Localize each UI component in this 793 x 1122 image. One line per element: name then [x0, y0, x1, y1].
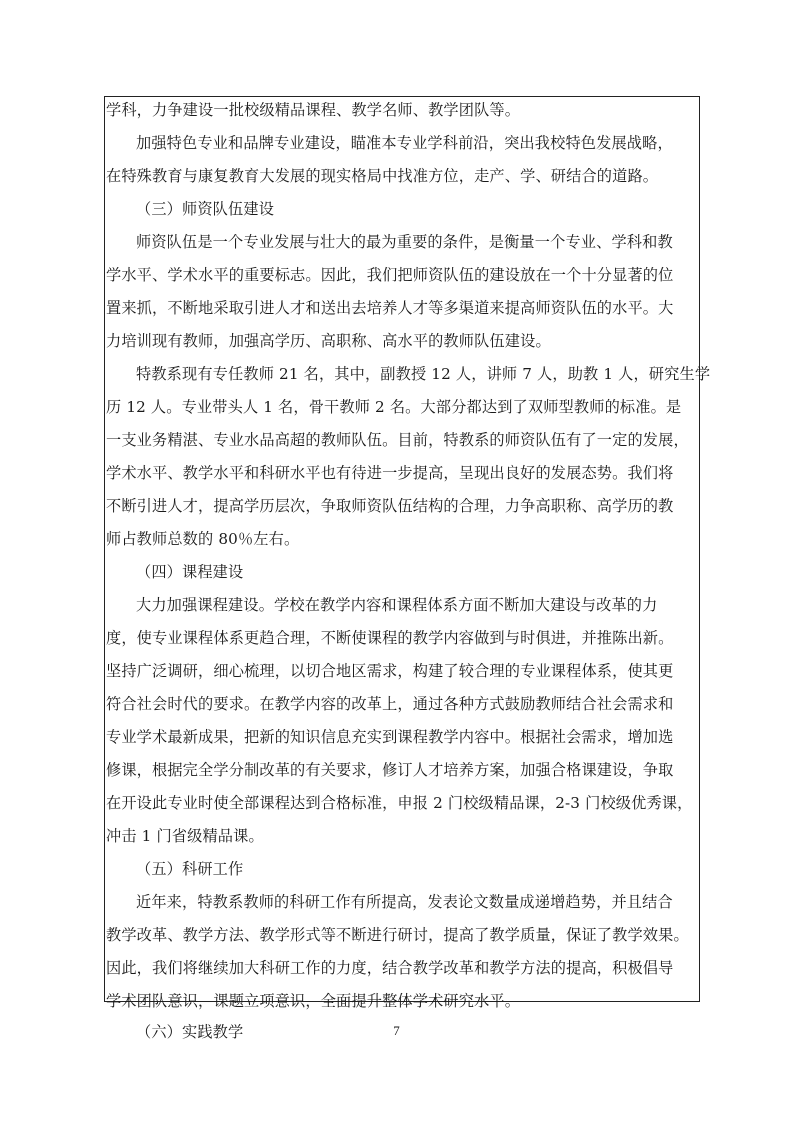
section-heading: （四）课程建设 — [136, 563, 244, 581]
text-line: 度，使专业课程体系更趋合理，不断使课程的教学内容做到与时俱进，并推陈出新。 — [106, 629, 674, 647]
text-line: 学科，力争建设一批校级精品课程、教学名师、教学团队等。 — [106, 101, 521, 119]
text-line: 坚持广泛调研，细心梳理，以切合地区需求，构建了较合理的专业课程体系，使其更 — [106, 662, 674, 680]
text-line: 置来抓，不断地采取引进人才和送出去培养人才等多渠道来提高师资队伍的水平。大 — [106, 299, 674, 317]
text-line: 加强特色专业和品牌专业建设，瞄准本专业学科前沿，突出我校特色发展战略， — [136, 134, 673, 152]
text-line: 专业学术最新成果，把新的知识信息充实到课程教学内容中。根据社会需求，增加选 — [106, 728, 674, 746]
text-line: 历 12 人。专业带头人 1 名，骨干教师 2 名。大部分都达到了双师型教师的标准。是 — [106, 398, 682, 416]
text-line: 一支业务精湛、专业水品高超的教师队伍。目前，特教系的师资队伍有了一定的发展， — [106, 431, 689, 449]
section-heading: （五）科研工作 — [136, 860, 244, 878]
text-line: 师占教师总数的 80％左右。 — [106, 530, 300, 548]
text-line: 修课，根据完全学分制改革的有关要求，修订人才培养方案，加强合格课建设，争取 — [106, 761, 674, 779]
section-heading: （三）师资队伍建设 — [136, 200, 275, 218]
section-heading: （六）实践教学 — [136, 1023, 244, 1041]
text-line: 学术团队意识，课题立项意识，全面提升整体学术研究水平。 — [106, 992, 521, 1010]
text-line: 教学改革、教学方法、教学形式等不断进行研讨，提高了教学质量，保证了教学效果。 — [106, 926, 689, 944]
text-line: 学术水平、教学水平和科研水平也有待进一步提高，呈现出良好的发展态势。我们将 — [106, 464, 674, 482]
text-line: 在特殊教育与康复教育大发展的现实格局中找准方位，走产、学、研结合的道路。 — [106, 167, 659, 185]
text-line: 力培训现有教师，加强高学历、高职称、高水平的教师队伍建设。 — [106, 332, 551, 350]
text-line: 师资队伍是一个专业发展与壮大的最为重要的条件，是衡量一个专业、学科和教 — [136, 233, 673, 251]
text-line: 不断引进人才，提高学历层次，争取师资队伍结构的合理，力争高职称、高学历的教 — [106, 497, 674, 515]
text-line: 大力加强课程建设。学校在教学内容和课程体系方面不断加大建设与改革的力 — [136, 596, 658, 614]
text-line: 学水平、学术水平的重要标志。因此，我们把师资队伍的建设放在一个十分显著的位 — [106, 266, 674, 284]
text-line: 近年来，特教系教师的科研工作有所提高，发表论文数量成递增趋势，并且结合 — [136, 893, 673, 911]
page-number: 7 — [393, 1023, 400, 1038]
text-line: 因此，我们将继续加大科研工作的力度，结合教学改革和教学方法的提高，积极倡导 — [106, 959, 674, 977]
text-line: 特教系现有专任教师 21 名，其中，副教授 12 人，讲师 7 人，助教 1 人，研究生学 — [136, 365, 711, 383]
text-line: 在开设此专业时使全部课程达到合格标准，申报 2 门校级精品课，2-3 门校级优秀课， — [106, 794, 693, 812]
text-line: 冲击 1 门省级精品课。 — [106, 827, 264, 845]
text-line: 符合社会时代的要求。在教学内容的改革上，通过各种方式鼓励教师结合社会需求和 — [106, 695, 674, 713]
